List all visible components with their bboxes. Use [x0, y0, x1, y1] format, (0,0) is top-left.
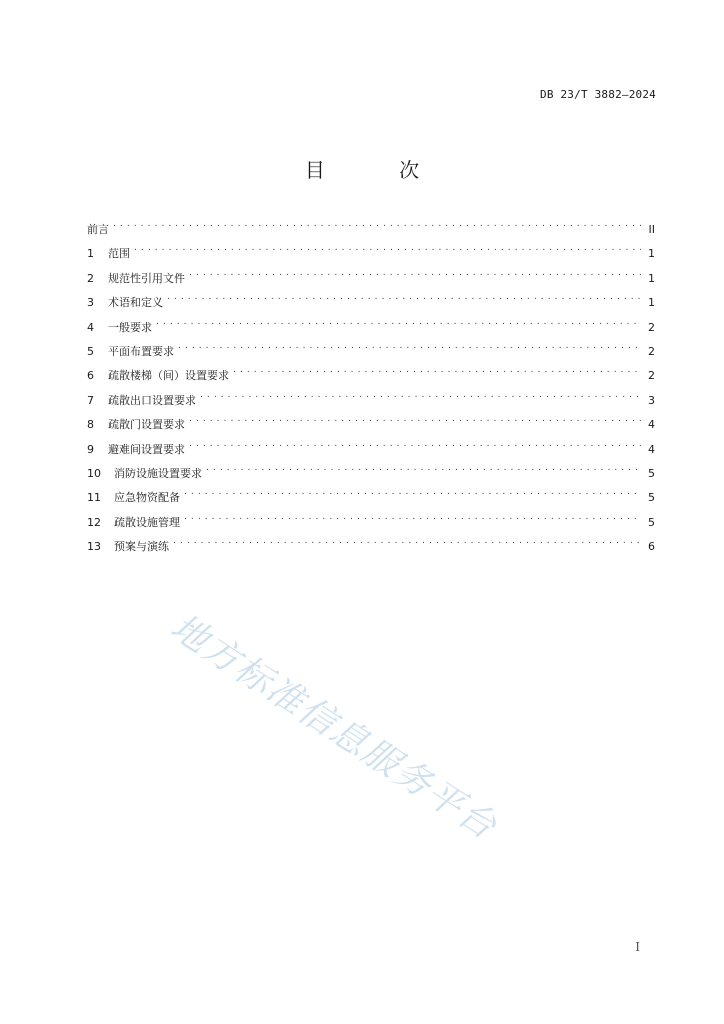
toc-entry-number: 5	[87, 344, 94, 358]
toc-entry-number: 12	[87, 515, 101, 529]
toc-entry-title: 避难间设置要求	[108, 442, 185, 456]
toc-entry-title: 前言	[87, 223, 109, 236]
toc-entry-title: 疏散门设置要求	[108, 418, 185, 432]
toc-entry-page: 4	[648, 418, 655, 432]
toc-entry-title: 疏散楼梯（间）设置要求	[108, 369, 229, 383]
toc-entry-title: 平面布置要求	[108, 344, 174, 358]
document-code: DB 23/T 3882—2024	[540, 88, 656, 101]
toc-entry-number: 4	[87, 320, 94, 334]
toc-entry-page: 3	[648, 393, 655, 407]
toc-entry-page: II	[648, 223, 655, 236]
toc-leader-dots	[173, 536, 641, 550]
toc-leader-dots	[167, 292, 641, 306]
toc-entry[interactable]	[87, 390, 655, 414]
toc-entry-page: 5	[648, 466, 655, 480]
toc-entry[interactable]	[87, 268, 655, 292]
toc-entry-page: 1	[648, 296, 655, 310]
toc-entry-page: 2	[648, 369, 655, 383]
toc-entry[interactable]	[87, 536, 655, 560]
toc-leader-dots	[184, 487, 641, 501]
toc-leader-dots	[189, 268, 641, 282]
toc-leader-dots	[156, 317, 641, 331]
toc-leader-dots	[184, 512, 641, 526]
toc-entry-page: 1	[648, 271, 655, 285]
toc-entry-title: 术语和定义	[108, 296, 163, 310]
toc-entry-number: 11	[87, 491, 101, 505]
toc-entry-title: 应急物资配备	[114, 491, 180, 505]
toc-entry-number: 7	[87, 393, 94, 407]
toc-entry-number: 1	[87, 247, 94, 261]
toc-leader-dots	[189, 414, 641, 428]
toc-leader-dots	[200, 390, 641, 404]
toc-entry-page: 6	[648, 540, 655, 554]
toc-entry[interactable]	[87, 463, 655, 487]
toc-entry-number: 3	[87, 296, 94, 310]
toc-entry-title: 疏散出口设置要求	[108, 393, 196, 407]
toc-entry-title: 预案与演练	[114, 540, 169, 554]
toc-entry[interactable]	[87, 365, 655, 389]
toc-entry-number: 8	[87, 418, 94, 432]
toc-entry-page: 4	[648, 442, 655, 456]
table-of-contents	[87, 219, 655, 560]
toc-entry-title: 消防设施设置要求	[114, 466, 202, 480]
toc-entry-number: 13	[87, 540, 101, 554]
toc-entry[interactable]	[87, 292, 655, 316]
toc-leader-dots	[206, 463, 641, 477]
toc-entry-title: 规范性引用文件	[108, 271, 185, 285]
toc-leader-dots	[189, 439, 641, 453]
toc-entry-title: 一般要求	[108, 320, 152, 334]
toc-entry-number: 6	[87, 369, 94, 383]
toc-leader-dots	[134, 243, 641, 257]
toc-entry[interactable]	[87, 487, 655, 511]
page-number: I	[635, 940, 640, 954]
toc-entry-number: 9	[87, 442, 94, 456]
toc-entry-number: 10	[87, 466, 101, 480]
toc-entry-page: 5	[648, 515, 655, 529]
toc-leader-dots	[233, 365, 641, 379]
toc-leader-dots	[178, 341, 641, 355]
toc-entry-page: 2	[648, 320, 655, 334]
toc-entry-title: 范围	[108, 247, 130, 261]
toc-entry[interactable]	[87, 317, 655, 341]
toc-entry[interactable]	[87, 414, 655, 438]
toc-entry[interactable]	[87, 219, 655, 243]
watermark: 地方标准信息服务平台	[163, 606, 505, 849]
toc-entry[interactable]	[87, 512, 655, 536]
toc-entry-page: 5	[648, 491, 655, 505]
toc-entry-number: 2	[87, 271, 94, 285]
toc-entry-page: 1	[648, 247, 655, 261]
toc-title: 目 次	[304, 158, 454, 182]
toc-entry-title: 疏散设施管理	[114, 515, 180, 529]
toc-leader-dots	[113, 219, 641, 233]
toc-entry[interactable]	[87, 243, 655, 267]
toc-entry[interactable]	[87, 341, 655, 365]
toc-entry-page: 2	[648, 344, 655, 358]
toc-entry[interactable]	[87, 439, 655, 463]
